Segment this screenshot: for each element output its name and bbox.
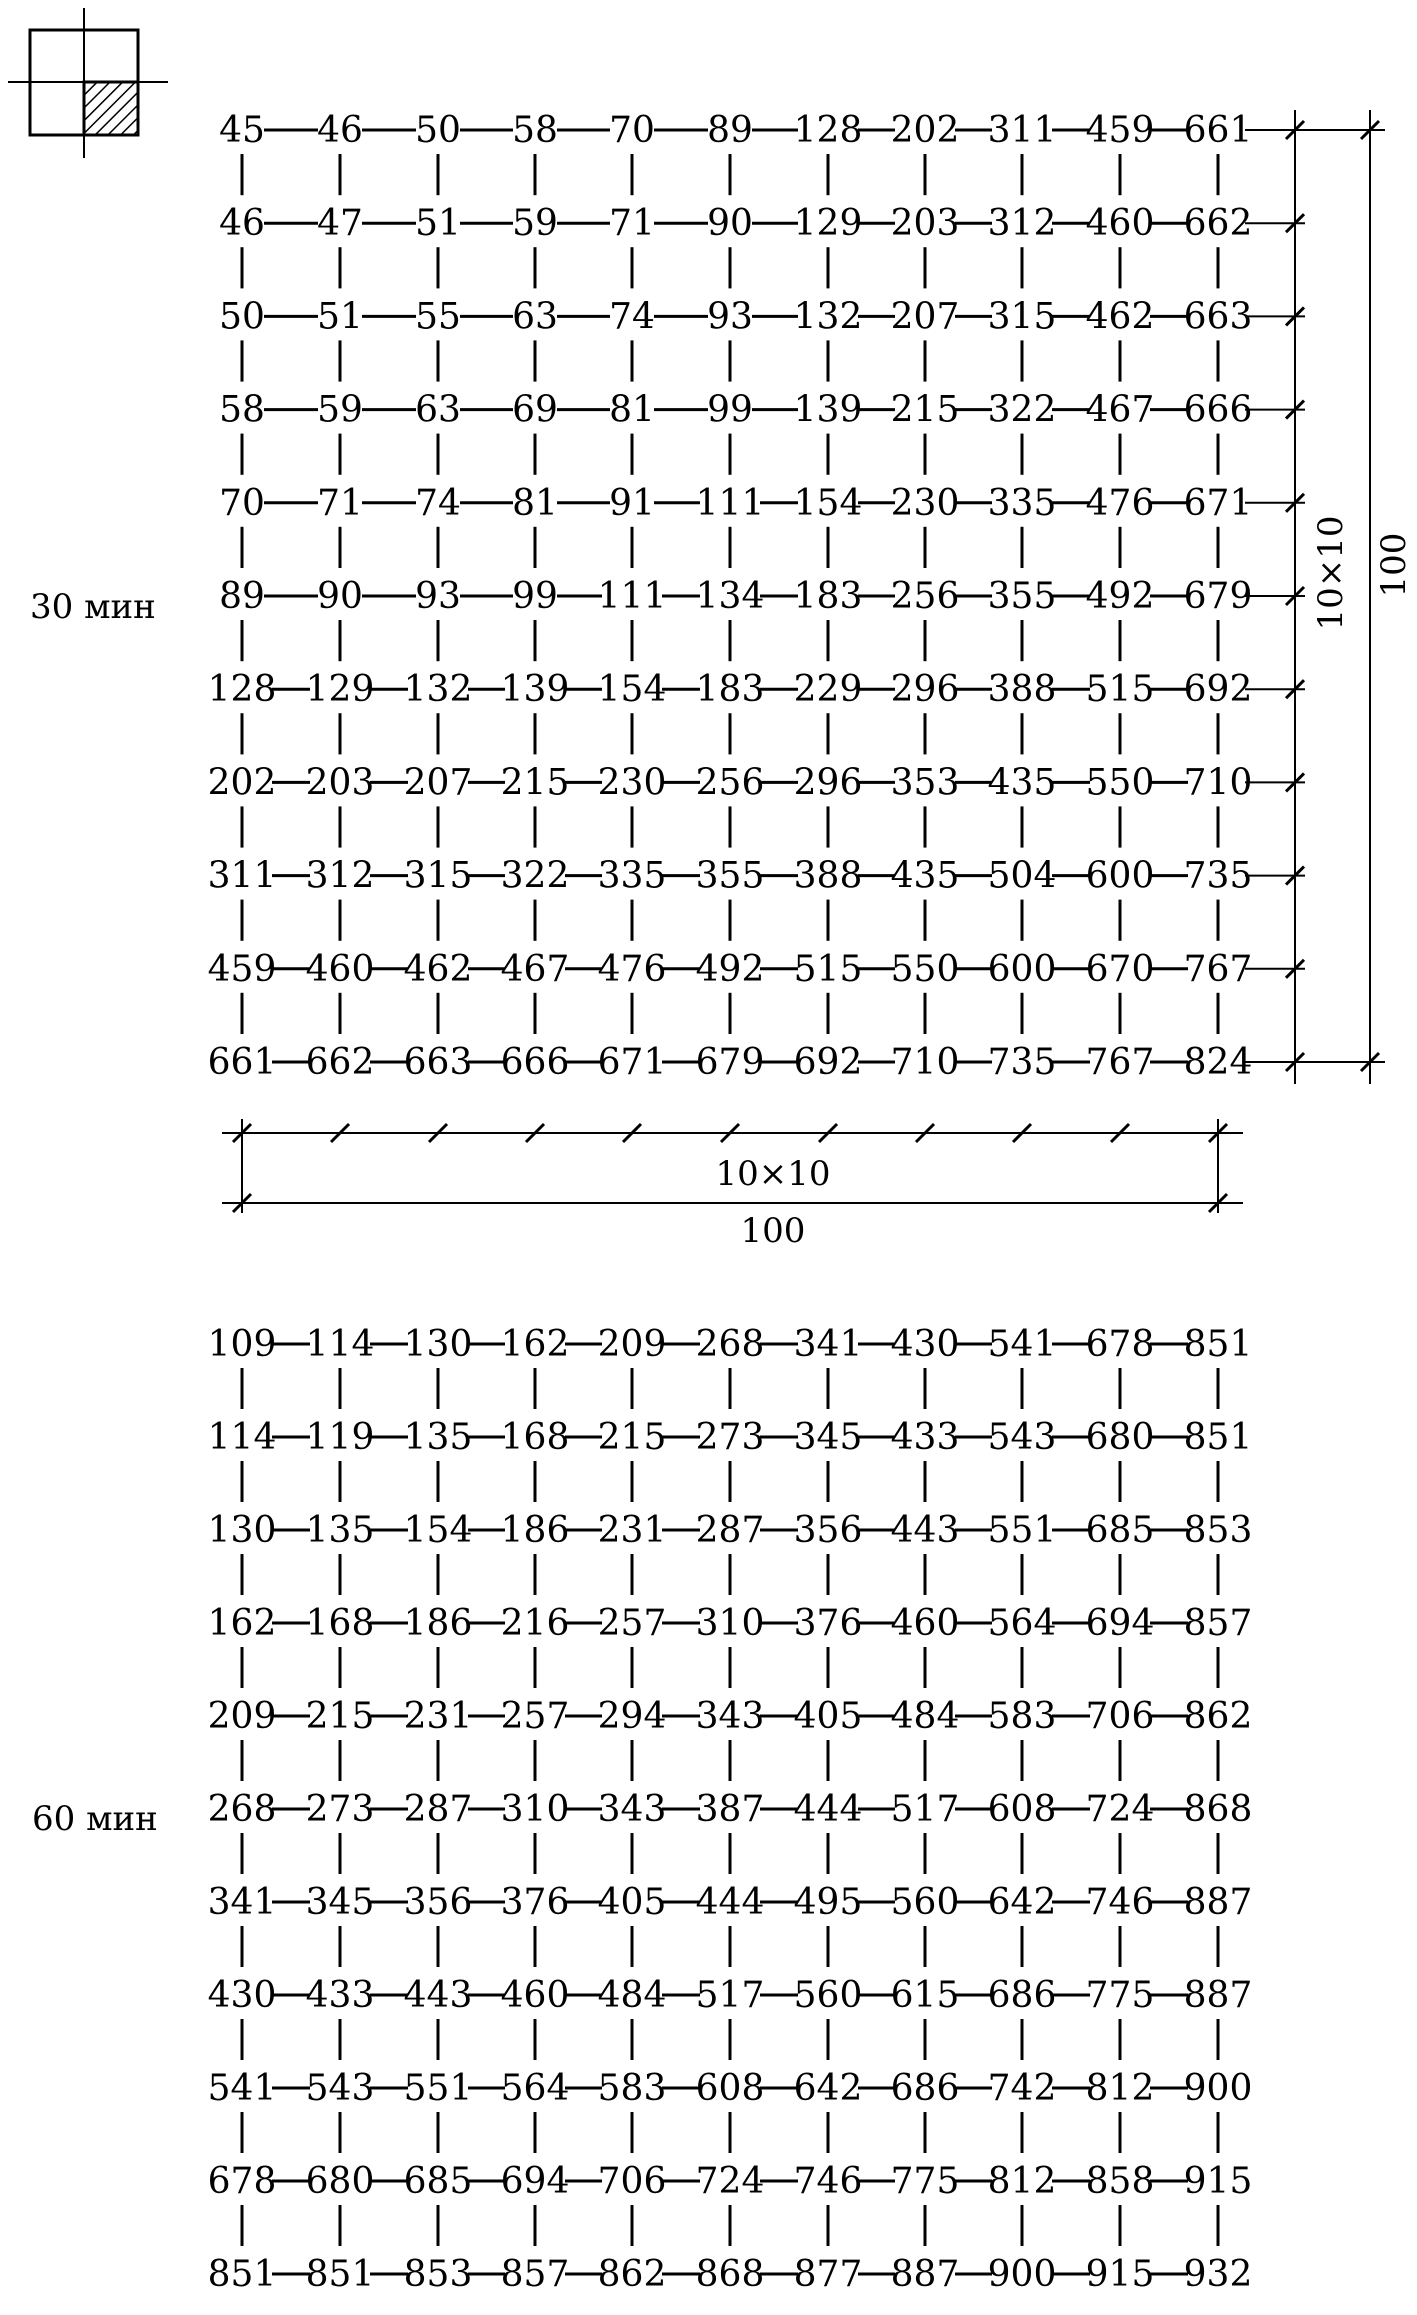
dimension-label-inner: 10×10 [1311,515,1351,631]
temperature-value: 63 [415,389,461,431]
temperature-value: 435 [987,762,1057,804]
temperature-value: 515 [793,948,863,990]
temperature-value: 51 [317,296,363,338]
temperature-value: 70 [609,110,655,151]
temperature-value: 168 [500,1417,570,1458]
temperature-value: 887 [1183,1882,1253,1923]
temperature-value: 90 [317,576,363,617]
temperature-value: 257 [597,1603,667,1644]
temperature-value: 543 [305,2068,375,2109]
time-label: 60 мин [32,1799,158,1839]
temperature-value: 55 [415,296,461,338]
temperature-value: 207 [890,296,960,338]
temperature-grid-30-min [30,110,1252,1083]
temperature-value: 484 [597,1975,667,2016]
temperature-value: 915 [1085,2254,1155,2295]
temperature-value: 551 [987,1510,1057,1551]
temperature-value: 93 [707,296,753,338]
temperature-value: 564 [500,2068,570,2109]
temperature-value: 341 [207,1882,277,1923]
temperature-value: 231 [597,1510,667,1551]
temperature-value: 504 [987,855,1057,897]
temperature-value: 114 [207,1417,277,1458]
temperature-value: 203 [305,762,375,804]
temperature-value: 47 [317,203,363,245]
temperature-value: 129 [793,203,863,245]
temperature-value: 462 [1085,296,1155,338]
temperature-value: 862 [597,2254,667,2295]
temperature-value: 46 [219,203,265,245]
temperature-value: 433 [305,1975,375,2016]
temperature-value: 183 [793,576,863,617]
temperature-value: 294 [597,1696,667,1737]
temperature-value: 775 [890,2161,960,2202]
temperature-value: 216 [500,1603,570,1644]
temperature-value: 322 [987,389,1057,431]
temperature-value: 685 [403,2161,473,2202]
temperature-value: 335 [597,855,667,897]
temperature-value: 600 [987,948,1057,990]
temperature-value: 694 [500,2161,570,2202]
temperature-value: 109 [207,1324,277,1365]
temperature-value: 229 [793,669,863,711]
temperature-value: 311 [207,855,277,897]
temperature-value: 608 [695,2068,765,2109]
temperature-value: 692 [793,1042,863,1083]
temperature-value: 215 [597,1417,667,1458]
temperature-value: 310 [695,1603,765,1644]
temperature-value: 209 [207,1696,277,1737]
temperature-value: 388 [793,855,863,897]
temperature-value: 335 [987,482,1057,524]
temperature-value: 492 [695,948,765,990]
temperature-value: 443 [890,1510,960,1551]
temperature-value: 679 [1183,576,1253,617]
temperature-value: 666 [1183,389,1253,431]
temperature-value: 310 [500,1789,570,1830]
temperature-value: 661 [207,1042,277,1083]
temperature-value: 63 [512,296,558,338]
temperature-value: 706 [597,2161,667,2202]
temperature-value: 692 [1183,669,1253,711]
temperature-value: 932 [1183,2254,1253,2295]
temperature-value: 680 [1085,1417,1155,1458]
temperature-value: 257 [500,1696,570,1737]
temperature-value: 343 [695,1696,765,1737]
temperature-value: 356 [403,1882,473,1923]
temperature-value: 853 [1183,1510,1253,1551]
temperature-value: 459 [207,948,277,990]
temperature-value: 287 [403,1789,473,1830]
temperature-value: 710 [1183,762,1253,804]
temperature-value: 46 [317,110,363,151]
temperature-value: 686 [987,1975,1057,2016]
temperature-value: 887 [890,2254,960,2295]
temperature-value: 58 [512,110,558,151]
temperature-value: 186 [403,1603,473,1644]
temperature-value: 551 [403,2068,473,2109]
temperature-value: 600 [1085,855,1155,897]
section-quarter-hatched-icon [8,8,168,158]
temperature-value: 132 [403,669,473,711]
temperature-value: 462 [403,948,473,990]
temperature-value: 129 [305,669,375,711]
temperature-value: 642 [987,1882,1057,1923]
temperature-value: 168 [305,1603,375,1644]
temperature-value: 256 [695,762,765,804]
temperature-value: 541 [987,1324,1057,1365]
temperature-value: 824 [1183,1042,1253,1083]
temperature-value: 460 [305,948,375,990]
temperature-value: 135 [403,1417,473,1458]
temperature-value: 70 [219,482,265,524]
temperature-value: 775 [1085,1975,1155,2016]
temperature-value: 564 [987,1603,1057,1644]
temperature-grid-60-min [32,1324,1252,2295]
temperature-value: 492 [1085,576,1155,617]
temperature-value: 74 [415,482,461,524]
temperature-value: 387 [695,1789,765,1830]
temperature-value: 877 [793,2254,863,2295]
temperature-value: 679 [695,1042,765,1083]
temperature-value: 230 [890,482,960,524]
temperature-value: 405 [793,1696,863,1737]
temperature-value: 111 [695,482,765,524]
temperature-value: 355 [695,855,765,897]
temperature-value: 560 [890,1882,960,1923]
temperature-value: 543 [987,1417,1057,1458]
temperature-value: 900 [987,2254,1057,2295]
temperature-value: 444 [695,1882,765,1923]
temperature-value: 162 [500,1324,570,1365]
temperature-value: 154 [597,669,667,711]
temperature-value: 69 [512,389,558,431]
temperature-value: 517 [890,1789,960,1830]
temperature-value: 50 [415,110,461,151]
temperature-value: 663 [403,1042,473,1083]
temperature-value: 746 [1085,1882,1155,1923]
dimension-label-outer: 100 [740,1211,806,1251]
temperature-value: 851 [207,2254,277,2295]
temperature-value: 58 [219,389,265,431]
temperature-value: 868 [695,2254,765,2295]
temperature-value: 202 [207,762,277,804]
temperature-value: 186 [500,1510,570,1551]
temperature-value: 207 [403,762,473,804]
temperature-value: 128 [793,110,863,151]
temperature-value: 444 [793,1789,863,1830]
dimension-label-outer: 100 [1374,532,1414,598]
temperature-value: 583 [597,2068,667,2109]
temperature-value: 735 [1183,855,1253,897]
temperature-value: 345 [793,1417,863,1458]
temperature-value: 99 [512,576,558,617]
temperature-value: 312 [305,855,375,897]
temperature-value: 99 [707,389,753,431]
temperature-value: 132 [793,296,863,338]
temperature-value: 583 [987,1696,1057,1737]
temperature-value: 162 [207,1603,277,1644]
temperature-value: 433 [890,1417,960,1458]
temperature-value: 71 [609,203,655,245]
temperature-value: 45 [219,110,265,151]
temperature-value: 91 [609,482,655,524]
temperature-value: 724 [1085,1789,1155,1830]
temperature-value: 680 [305,2161,375,2202]
temperature-value: 460 [500,1975,570,2016]
temperature-value: 541 [207,2068,277,2109]
temperature-value: 710 [890,1042,960,1083]
temperature-value: 50 [219,296,265,338]
temperature-value: 887 [1183,1975,1253,2016]
temperature-value: 130 [207,1510,277,1551]
temperature-value: 376 [793,1603,863,1644]
temperature-value: 89 [707,110,753,151]
temperature-value: 202 [890,110,960,151]
temperature-value: 724 [695,2161,765,2202]
temperature-value: 209 [597,1324,667,1365]
temperature-value: 642 [793,2068,863,2109]
temperature-value: 268 [207,1789,277,1830]
temperature-value: 230 [597,762,667,804]
temperature-value: 615 [890,1975,960,2016]
temperature-value: 671 [1183,482,1253,524]
temperature-value: 459 [1085,110,1155,151]
temperature-value: 661 [1183,110,1253,151]
temperature-value: 662 [1183,203,1253,245]
temperature-value: 608 [987,1789,1057,1830]
temperature-value: 915 [1183,2161,1253,2202]
temperature-value: 685 [1085,1510,1155,1551]
temperature-value: 51 [415,203,461,245]
temperature-value: 90 [707,203,753,245]
temperature-value: 215 [890,389,960,431]
temperature-value: 341 [793,1324,863,1365]
temperature-value: 59 [512,203,558,245]
temperature-value: 376 [500,1882,570,1923]
temperature-value: 484 [890,1696,960,1737]
temperature-value: 130 [403,1324,473,1365]
temperature-value: 663 [1183,296,1253,338]
temperature-value: 742 [987,2068,1057,2109]
temperature-value: 435 [890,855,960,897]
temperature-value: 858 [1085,2161,1155,2202]
temperature-value: 356 [793,1510,863,1551]
temperature-value: 900 [1183,2068,1253,2109]
temperature-value: 128 [207,669,277,711]
temperature-value: 467 [500,948,570,990]
temperature-value: 345 [305,1882,375,1923]
temperature-value: 154 [793,482,863,524]
temperature-value: 662 [305,1042,375,1083]
temperature-value: 134 [695,576,765,617]
temperature-value: 114 [305,1324,375,1365]
temperature-value: 355 [987,576,1057,617]
temperature-value: 388 [987,669,1057,711]
temperature-value: 139 [793,389,863,431]
temperature-value: 89 [219,576,265,617]
temperature-value: 515 [1085,669,1155,711]
temperature-value: 312 [987,203,1057,245]
temperature-value: 857 [500,2254,570,2295]
temperature-value: 851 [1183,1324,1253,1365]
temperature-value: 767 [1183,948,1253,990]
temperature-value: 862 [1183,1696,1253,1737]
temperature-value: 231 [403,1696,473,1737]
temperature-value: 268 [695,1324,765,1365]
temperature-value: 287 [695,1510,765,1551]
temperature-value: 74 [609,296,655,338]
temperature-value: 353 [890,762,960,804]
temperature-value: 343 [597,1789,667,1830]
temperature-value: 476 [597,948,667,990]
temperature-value: 256 [890,576,960,617]
temperature-value: 430 [890,1324,960,1365]
temperature-value: 430 [207,1975,277,2016]
temperature-value: 746 [793,2161,863,2202]
temperature-value: 93 [415,576,461,617]
temperature-value: 812 [1085,2068,1155,2109]
temperature-value: 273 [305,1789,375,1830]
temperature-value: 273 [695,1417,765,1458]
temperature-value: 666 [500,1042,570,1083]
temperature-value: 296 [793,762,863,804]
temperature-value: 215 [305,1696,375,1737]
temperature-value: 322 [500,855,570,897]
temperature-value: 550 [890,948,960,990]
temperature-value: 203 [890,203,960,245]
temperature-value: 678 [1085,1324,1155,1365]
temperature-value: 119 [305,1417,375,1458]
temperature-value: 111 [597,576,667,617]
temperature-value: 868 [1183,1789,1253,1830]
temperature-value: 560 [793,1975,863,2016]
temperature-value: 678 [207,2161,277,2202]
temperature-value: 460 [890,1603,960,1644]
temperature-value: 183 [695,669,765,711]
temperature-value: 296 [890,669,960,711]
temperature-value: 670 [1085,948,1155,990]
temperature-value: 851 [305,2254,375,2295]
temperature-value: 135 [305,1510,375,1551]
temperature-value: 495 [793,1882,863,1923]
temperature-value: 694 [1085,1603,1155,1644]
temperature-value: 443 [403,1975,473,2016]
temperature-value: 853 [403,2254,473,2295]
temperature-value: 460 [1085,203,1155,245]
temperature-value: 686 [890,2068,960,2109]
temperature-value: 767 [1085,1042,1155,1083]
temperature-value: 857 [1183,1603,1253,1644]
temperature-value: 851 [1183,1417,1253,1458]
temperature-value: 706 [1085,1696,1155,1737]
temperature-value: 315 [987,296,1057,338]
temperature-value: 405 [597,1882,667,1923]
temperature-value: 311 [987,110,1057,151]
temperature-value: 517 [695,1975,765,2016]
temperature-value: 315 [403,855,473,897]
temperature-value: 735 [987,1042,1057,1083]
temperature-value: 81 [609,389,655,431]
temperature-value: 215 [500,762,570,804]
temperature-value: 550 [1085,762,1155,804]
temperature-value: 59 [317,389,363,431]
temperature-value: 671 [597,1042,667,1083]
temperature-value: 467 [1085,389,1155,431]
temperature-value: 476 [1085,482,1155,524]
dimension-label-inner: 10×10 [715,1154,831,1194]
temperature-value: 71 [317,482,363,524]
temperature-value: 81 [512,482,558,524]
temperature-value: 154 [403,1510,473,1551]
temperature-value: 812 [987,2161,1057,2202]
time-label: 30 мин [30,587,156,627]
temperature-value: 139 [500,669,570,711]
